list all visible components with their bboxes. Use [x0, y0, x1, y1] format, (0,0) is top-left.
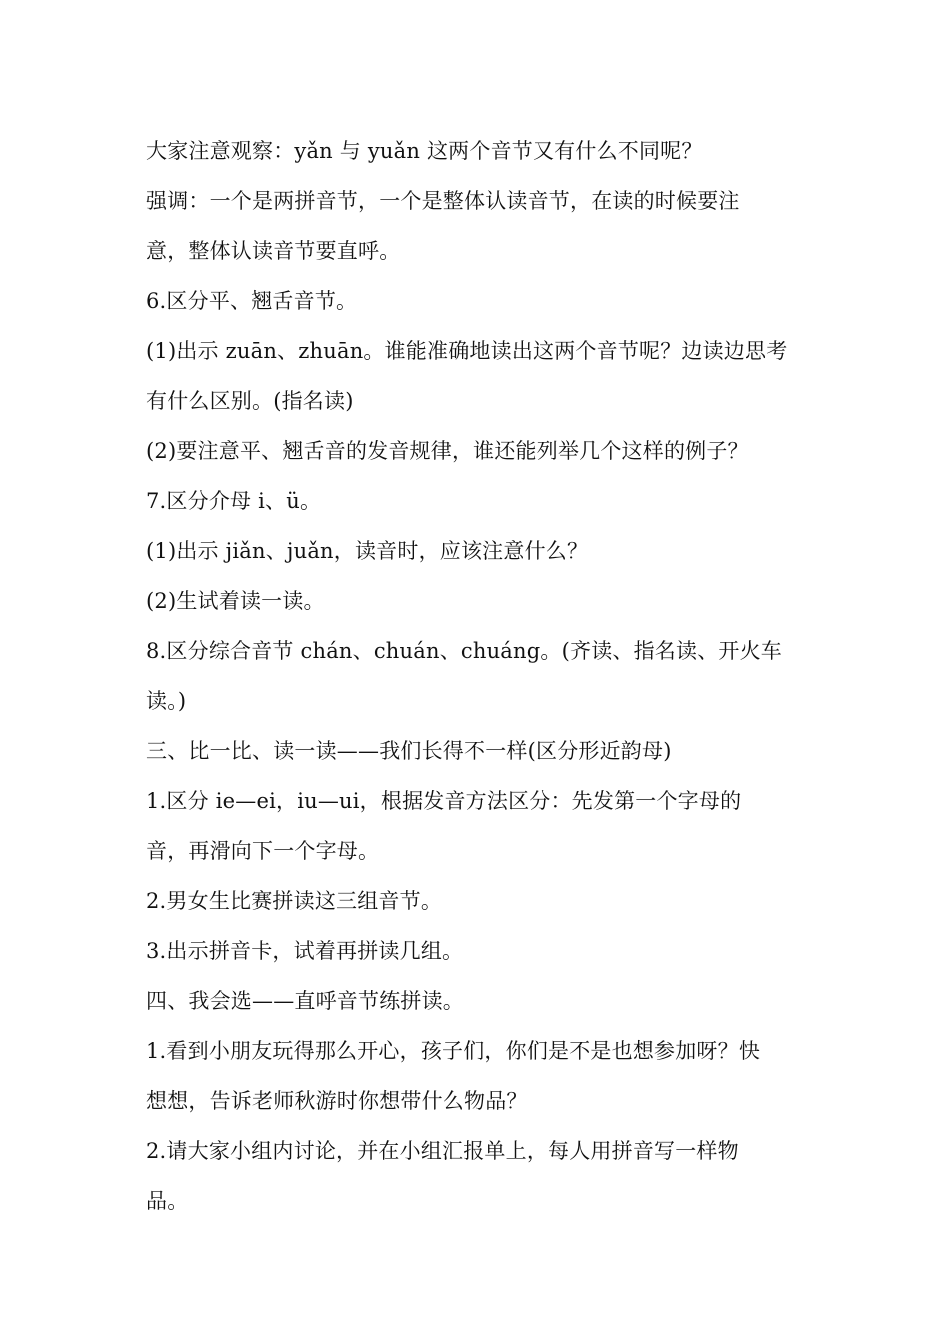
- section-heading: 7.区分介母 i、ü。: [146, 489, 322, 513]
- text-line: 想想，告诉老师秋游时你想带什么物品？: [146, 1089, 528, 1113]
- text-line: 意，整体认读音节要直呼。: [146, 239, 401, 263]
- text-line: 有什么区别。(指名读): [146, 389, 354, 413]
- section-heading: 四、我会选——直呼音节练拼读。: [146, 989, 464, 1013]
- text-line: 大家注意观察：yǎn 与 yuǎn 这两个音节又有什么不同呢？: [146, 139, 703, 163]
- text-line: (2)要注意平、翘舌音的发音规律，谁还能列举几个这样的例子？: [146, 439, 749, 463]
- text-line: 音，再滑向下一个字母。: [146, 839, 380, 863]
- text-line: 1.区分 ie—ei，iu—ui，根据发音方法区分：先发第一个字母的: [146, 789, 742, 813]
- text-line: 1.看到小朋友玩得那么开心，孩子们，你们是不是也想参加呀？快: [146, 1039, 761, 1063]
- text-line: (1)出示 jiǎn、juǎn，读音时，应该注意什么？: [146, 539, 589, 563]
- text-line: 2.请大家小组内讨论，并在小组汇报单上，每人用拼音写一样物: [146, 1139, 739, 1163]
- document-body: [146, 126, 806, 1226]
- text-line: 读。): [146, 689, 187, 713]
- text-line: 3.出示拼音卡，试着再拼读几组。: [146, 939, 464, 963]
- text-line: 品。: [146, 1189, 189, 1213]
- text-line: 强调：一个是两拼音节，一个是整体认读音节，在读的时候要注: [146, 189, 740, 213]
- text-line: (1)出示 zuān、zhuān。谁能准确地读出这两个音节呢？边读边思考: [146, 339, 788, 363]
- text-line: (2)生试着读一读。: [146, 589, 325, 613]
- section-heading: 三、比一比、读一读——我们长得不一样(区分形近韵母): [146, 739, 672, 763]
- section-heading: 6.区分平、翘舌音节。: [146, 289, 358, 313]
- text-line: 2.男女生比赛拼读这三组音节。: [146, 889, 443, 913]
- section-heading: 8.区分综合音节 chán、chuán、chuáng。(齐读、指名读、开火车: [146, 639, 782, 663]
